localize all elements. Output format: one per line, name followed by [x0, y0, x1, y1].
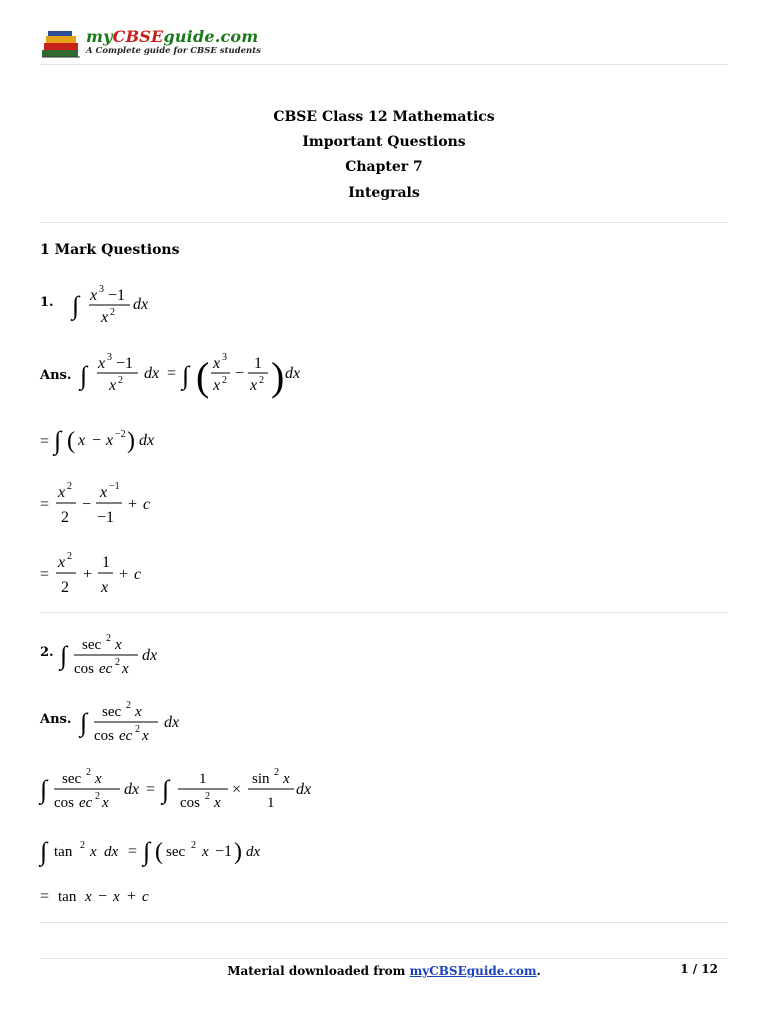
logo-tagline: A Complete guide for CBSE students: [86, 46, 261, 56]
svg-text:2: 2: [205, 791, 210, 802]
svg-text:−1: −1: [108, 287, 126, 304]
svg-text:∫: ∫: [182, 361, 190, 390]
section-title: 1 Mark Questions: [40, 242, 180, 258]
svg-text:2: 2: [135, 724, 140, 735]
question-divider: [40, 922, 728, 923]
svg-text:c: c: [143, 496, 151, 513]
svg-text:x: x: [85, 889, 92, 905]
svg-text:+: +: [128, 496, 138, 513]
svg-text:dx: dx: [124, 781, 140, 798]
q1-answer-step1: [78, 344, 318, 406]
doc-chapter: Chapter 7: [345, 159, 423, 175]
svg-text:dx: dx: [296, 781, 312, 798]
svg-text:∫: ∫: [54, 426, 62, 455]
svg-text:=: =: [40, 566, 50, 583]
site-logo: [40, 26, 260, 62]
q2-answer-step1: [78, 697, 198, 747]
svg-text:=: =: [40, 433, 50, 450]
svg-text:x: x: [142, 728, 149, 744]
svg-text:×: ×: [232, 781, 242, 798]
svg-text:2: 2: [95, 791, 100, 802]
svg-text:c: c: [134, 566, 142, 583]
svg-text:−1: −1: [97, 509, 115, 526]
header-divider: [40, 64, 728, 65]
svg-text:dx: dx: [285, 365, 301, 382]
footer-text: [40, 964, 728, 978]
svg-text:2: 2: [67, 481, 72, 492]
doc-title: CBSE Class 12 Mathematics: [273, 109, 495, 125]
svg-text:2: 2: [118, 375, 123, 386]
svg-text:dx: dx: [164, 714, 180, 731]
svg-text:2: 2: [110, 307, 115, 318]
svg-text:∫: ∫: [40, 775, 48, 804]
svg-text:−2: −2: [115, 429, 126, 440]
svg-text:=: =: [128, 843, 138, 860]
svg-text:dx: dx: [104, 844, 119, 860]
svg-text:x: x: [213, 377, 221, 394]
svg-text:−1: −1: [109, 481, 120, 492]
svg-text:ec: ec: [99, 661, 113, 677]
q1-answer-step2: [38, 420, 188, 460]
svg-text:sec: sec: [82, 637, 102, 653]
svg-text:∫: ∫: [60, 641, 68, 670]
svg-text:cos: cos: [180, 795, 200, 811]
svg-text:(: (: [67, 428, 75, 454]
q1-answer-step3: [38, 478, 178, 530]
svg-text:x: x: [106, 432, 114, 449]
svg-text:+: +: [127, 888, 137, 905]
svg-text:x: x: [90, 844, 97, 860]
svg-text:): ): [234, 839, 242, 865]
svg-text:−: −: [235, 365, 245, 382]
footer-link[interactable]: myCBSEguide.com: [409, 964, 537, 978]
svg-text:x: x: [102, 795, 109, 811]
svg-text:dx: dx: [246, 844, 261, 860]
svg-text:dx: dx: [139, 432, 155, 449]
svg-text:2: 2: [274, 767, 279, 778]
footer-prefix: Material downloaded from: [227, 964, 410, 978]
svg-text:x: x: [100, 484, 108, 501]
svg-text:3: 3: [99, 284, 104, 295]
svg-text:x: x: [78, 432, 86, 449]
page-number: 1 / 12: [680, 962, 718, 976]
svg-text:x: x: [101, 309, 109, 326]
question-number-1: 1.: [40, 295, 54, 310]
svg-text:x: x: [101, 579, 109, 596]
svg-text:∫: ∫: [80, 361, 88, 390]
question-number-2: 2.: [40, 645, 54, 660]
svg-text:ec: ec: [79, 795, 93, 811]
svg-text:2: 2: [80, 840, 85, 851]
svg-text:−1: −1: [116, 355, 134, 372]
svg-text:x: x: [58, 484, 66, 501]
answer-label-2: Ans.: [40, 712, 72, 727]
footer-suffix: .: [536, 964, 541, 978]
svg-text:ec: ec: [119, 728, 133, 744]
svg-text:x: x: [95, 771, 102, 787]
svg-text:2: 2: [222, 375, 227, 386]
svg-text:2: 2: [259, 375, 264, 386]
q2-integral: [58, 630, 178, 680]
svg-text:2: 2: [106, 633, 111, 644]
svg-text:c: c: [142, 889, 149, 905]
answer-label-1: Ans.: [40, 368, 72, 383]
books-icon: [40, 30, 84, 60]
svg-text:2: 2: [67, 551, 72, 562]
svg-text:=: =: [167, 365, 177, 382]
svg-text:∫: ∫: [40, 837, 48, 866]
footer-divider: [40, 958, 728, 959]
svg-text:): ): [127, 428, 135, 454]
q2-answer-step4: [38, 880, 178, 910]
svg-text:dx: dx: [144, 365, 160, 382]
svg-text:(: (: [196, 354, 210, 399]
svg-text:2: 2: [61, 509, 69, 526]
svg-text:sin: sin: [252, 771, 270, 787]
svg-text:x: x: [122, 661, 129, 677]
svg-text:tan: tan: [54, 844, 73, 860]
svg-text:): ): [271, 354, 285, 399]
svg-text:x: x: [58, 554, 66, 571]
svg-text:=: =: [40, 496, 50, 513]
svg-text:2: 2: [191, 840, 196, 851]
svg-text:x: x: [202, 844, 209, 860]
svg-text:tan: tan: [58, 889, 77, 905]
svg-text:3: 3: [222, 352, 227, 363]
svg-text:sec: sec: [62, 771, 82, 787]
svg-text:1: 1: [102, 554, 110, 571]
svg-text:=: =: [146, 781, 156, 798]
svg-text:sec: sec: [102, 704, 122, 720]
svg-text:dx: dx: [133, 296, 149, 313]
q2-answer-step3: [38, 832, 298, 872]
svg-text:sec: sec: [166, 844, 186, 860]
svg-text:+: +: [119, 566, 129, 583]
svg-text:−1: −1: [215, 843, 233, 860]
svg-text:1: 1: [267, 795, 275, 811]
svg-text:∫: ∫: [80, 708, 88, 737]
svg-text:x: x: [115, 637, 122, 653]
svg-text:−: −: [82, 496, 92, 513]
section-divider: [40, 222, 728, 223]
question-divider: [40, 612, 728, 613]
svg-text:∫: ∫: [162, 775, 170, 804]
doc-subtitle: Important Questions: [302, 134, 466, 150]
svg-text:1: 1: [199, 771, 207, 787]
q1-integral: [70, 280, 180, 330]
svg-text:−: −: [98, 888, 108, 905]
doc-topic: Integrals: [348, 185, 420, 201]
svg-text:∫: ∫: [143, 837, 151, 866]
svg-text:x: x: [214, 795, 221, 811]
svg-text:x: x: [90, 287, 98, 304]
svg-text:dx: dx: [142, 647, 158, 664]
svg-text:+: +: [83, 566, 93, 583]
svg-text:2: 2: [86, 767, 91, 778]
svg-text:2: 2: [61, 579, 69, 596]
logo-brand: myCBSEguide.com: [86, 27, 259, 46]
svg-text:x: x: [98, 355, 106, 372]
svg-text:=: =: [40, 888, 50, 905]
svg-text:2: 2: [126, 700, 131, 711]
svg-text:cos: cos: [54, 795, 74, 811]
svg-text:x: x: [213, 355, 221, 372]
svg-text:cos: cos: [74, 661, 94, 677]
svg-text:cos: cos: [94, 728, 114, 744]
svg-text:2: 2: [115, 657, 120, 668]
svg-text:1: 1: [254, 355, 262, 372]
svg-text:x: x: [109, 377, 117, 394]
svg-text:x: x: [113, 889, 120, 905]
q1-answer-step4: [38, 548, 168, 600]
svg-text:x: x: [283, 771, 290, 787]
svg-text:3: 3: [107, 352, 112, 363]
svg-text:∫: ∫: [72, 291, 80, 320]
svg-text:x: x: [135, 704, 142, 720]
svg-text:(: (: [155, 839, 163, 865]
svg-text:−: −: [92, 432, 102, 449]
svg-text:x: x: [250, 377, 258, 394]
q2-answer-step2: [38, 762, 338, 816]
